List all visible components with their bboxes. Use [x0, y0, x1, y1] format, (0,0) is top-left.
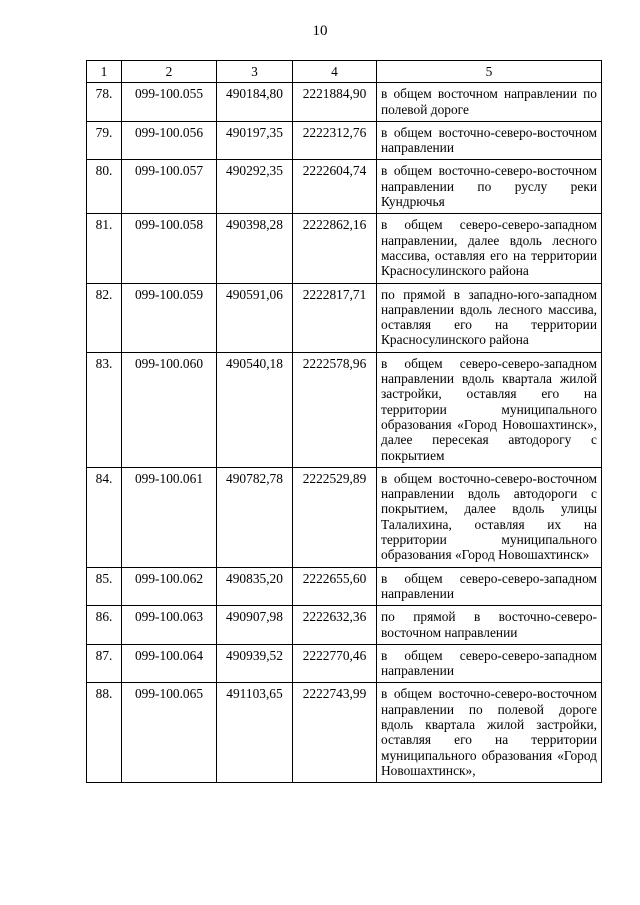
point-code: 099-100.063: [122, 606, 217, 645]
table-row: [87, 283, 602, 352]
table-row: [87, 467, 602, 567]
coordinate-y: 2222578,96: [293, 352, 377, 467]
coordinate-x: 490907,98: [217, 606, 293, 645]
row-number: 85.: [87, 567, 122, 606]
coordinate-y: 2222743,99: [293, 683, 377, 783]
coordinate-x: 490197,35: [217, 121, 293, 160]
coordinate-y: 2222655,60: [293, 567, 377, 606]
point-code: 099-100.065: [122, 683, 217, 783]
point-code: 099-100.059: [122, 283, 217, 352]
table-row: [87, 567, 602, 606]
point-code: 099-100.064: [122, 644, 217, 683]
table-row: [87, 606, 602, 645]
point-code: 099-100.056: [122, 121, 217, 160]
boundary-description: в общем северо-северо-западном направлении: [377, 567, 602, 606]
coordinate-y: 2222529,89: [293, 467, 377, 567]
boundary-description: по прямой в восточно-северо-восточном направлении: [377, 606, 602, 645]
row-number: 87.: [87, 644, 122, 683]
column-header: 5: [377, 61, 602, 83]
boundary-points-table: [86, 60, 602, 783]
coordinate-y: 2222862,16: [293, 214, 377, 283]
table-row: [87, 214, 602, 283]
table-row: [87, 121, 602, 160]
coordinate-x: 490292,35: [217, 160, 293, 214]
column-header: 4: [293, 61, 377, 83]
boundary-description: в общем восточно-северо-восточном направлении вдоль автодороги с покрытием, далее вдоль улицы Талалихина, оставляя их на территории муниципального образования «Город Новошахтинск»: [377, 467, 602, 567]
column-header: 3: [217, 61, 293, 83]
boundary-description: в общем восточно-северо-восточном направлении: [377, 121, 602, 160]
row-number: 86.: [87, 606, 122, 645]
row-number: 82.: [87, 283, 122, 352]
boundary-description: по прямой в западно-юго-западном направлении вдоль лесного массива, оставляя его на территории Красносулинского района: [377, 283, 602, 352]
row-number: 84.: [87, 467, 122, 567]
table-header-row: [87, 61, 602, 83]
boundary-description: в общем восточно-северо-восточном направлении по руслу реки Кундрючья: [377, 160, 602, 214]
point-code: 099-100.058: [122, 214, 217, 283]
boundary-description: в общем восточно-северо-восточном направлении по полевой дороге вдоль квартала жилой застройки, оставляя его на территории муниципального образования «Город Новошахтинск»,: [377, 683, 602, 783]
coordinate-x: 490591,06: [217, 283, 293, 352]
coordinate-x: 490835,20: [217, 567, 293, 606]
point-code: 099-100.055: [122, 83, 217, 122]
boundary-description: в общем северо-северо-западном направлении вдоль квартала жилой застройки, оставляя его на территории муниципального образования «Город Новошахтинск», далее пересекая автодорогу с покрытием: [377, 352, 602, 467]
coordinate-x: 490184,80: [217, 83, 293, 122]
table-row: [87, 160, 602, 214]
row-number: 83.: [87, 352, 122, 467]
row-number: 78.: [87, 83, 122, 122]
column-header: 2: [122, 61, 217, 83]
table-row: [87, 644, 602, 683]
point-code: 099-100.062: [122, 567, 217, 606]
row-number: 80.: [87, 160, 122, 214]
page-number: 10: [312, 23, 328, 39]
table-row: [87, 83, 602, 122]
row-number: 81.: [87, 214, 122, 283]
row-number: 79.: [87, 121, 122, 160]
coordinate-x: 490540,18: [217, 352, 293, 467]
boundary-description: в общем северо-северо-западном направлении, далее вдоль лесного массива, оставляя его на территории Красносулинского района: [377, 214, 602, 283]
table-row: [87, 683, 602, 783]
coordinate-y: 2222312,76: [293, 121, 377, 160]
coordinate-y: 2222817,71: [293, 283, 377, 352]
boundary-description: в общем восточном направлении по полевой дороге: [377, 83, 602, 122]
coordinate-y: 2222604,74: [293, 160, 377, 214]
coordinate-x: 490398,28: [217, 214, 293, 283]
column-header: 1: [87, 61, 122, 83]
table-row: [87, 352, 602, 467]
coordinate-x: 490939,52: [217, 644, 293, 683]
point-code: 099-100.061: [122, 467, 217, 567]
point-code: 099-100.060: [122, 352, 217, 467]
coordinate-x: 491103,65: [217, 683, 293, 783]
boundary-description: в общем северо-северо-западном направлении: [377, 644, 602, 683]
coordinate-y: 2222770,46: [293, 644, 377, 683]
point-code: 099-100.057: [122, 160, 217, 214]
coordinate-y: 2222632,36: [293, 606, 377, 645]
row-number: 88.: [87, 683, 122, 783]
coordinate-y: 2221884,90: [293, 83, 377, 122]
coordinate-x: 490782,78: [217, 467, 293, 567]
